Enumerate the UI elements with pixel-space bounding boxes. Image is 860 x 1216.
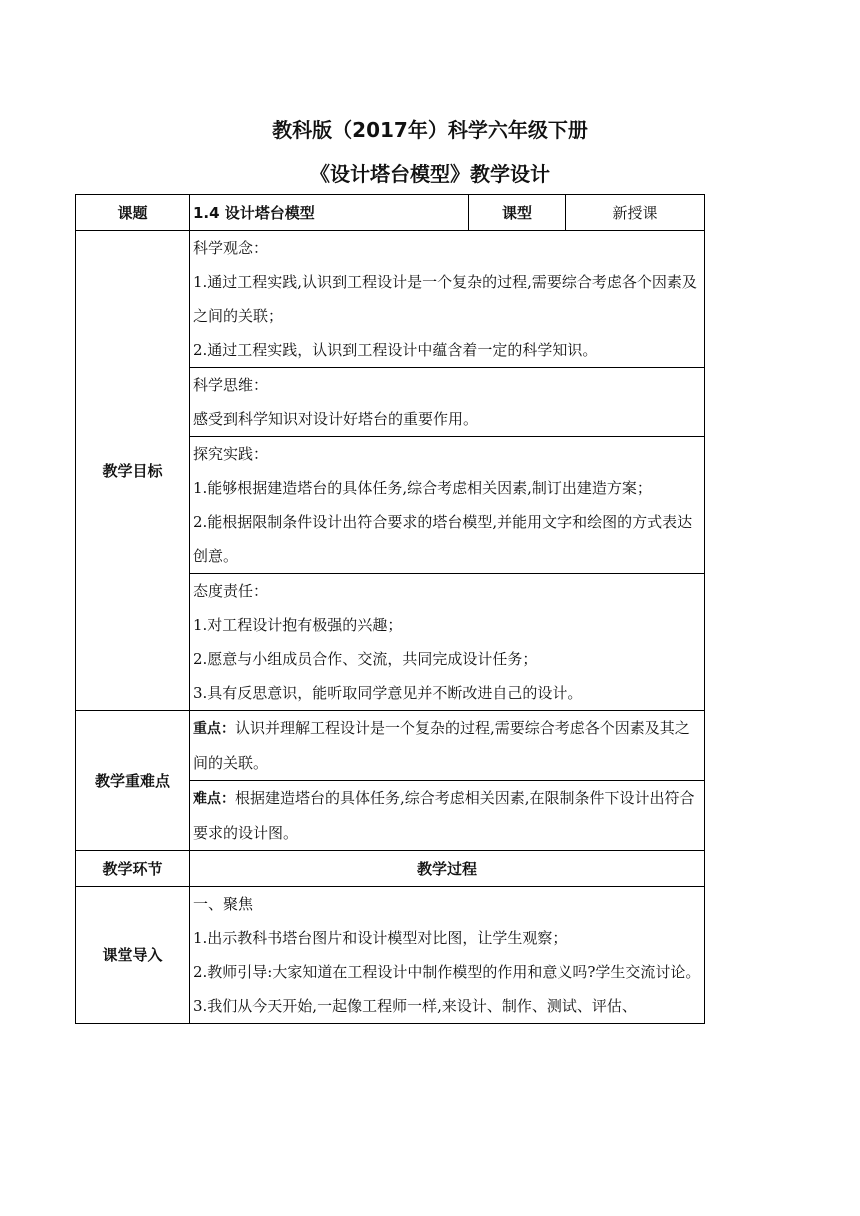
objective-line: 1.能够根据建造塔台的具体任务,综合考虑相关因素,制订出建造方案；	[193, 479, 652, 497]
objective-line: 1.通过工程实践,认识到工程设计是一个复杂的过程,需要综合考虑各个因素及之间的关联；	[193, 273, 697, 325]
document-title: 教科版（2017年）科学六年级下册	[272, 118, 588, 142]
lesson-plan-table	[75, 194, 705, 1024]
objective-line: 感受到科学知识对设计好塔台的重要作用。	[193, 410, 479, 428]
topic-row	[76, 195, 705, 231]
intro-line: 1.出示教科书塔台图片和设计模型对比图，让学生观察；	[193, 929, 568, 947]
process-header-row	[76, 851, 705, 887]
key-points-label: 教学重难点	[76, 711, 190, 851]
process-header: 教学过程	[190, 851, 705, 887]
objective-heading: 科学观念：	[193, 239, 269, 257]
key-point-row	[76, 711, 705, 781]
difficulty-text: 根据建造塔台的具体任务,综合考虑相关因素,在限制条件下设计出符合要求的设计图。	[193, 789, 695, 842]
objective-line: 2.通过工程实践，认识到工程设计中蕴含着一定的科学知识。	[193, 341, 598, 359]
focus-text: 认识并理解工程设计是一个复杂的过程,需要综合考虑各个因素及其之间的关联。	[193, 719, 690, 772]
objectives-label: 教学目标	[76, 231, 190, 711]
objective-line: 3.具有反思意识，能听取同学意见并不断改进自己的设计。	[193, 684, 583, 702]
stage-header: 教学环节	[76, 851, 190, 887]
lesson-type-value: 新授课	[566, 195, 705, 231]
difficulty-label: 难点：	[193, 791, 235, 807]
focus-cell	[190, 711, 705, 781]
intro-label: 课堂导入	[76, 887, 190, 1024]
objective-heading: 科学思维：	[193, 376, 269, 394]
objective-group-thinking	[190, 368, 705, 437]
difficulty-cell	[190, 781, 705, 851]
intro-line: 3.我们从今天开始,一起像工程师一样,来设计、制作、测试、评估、	[193, 997, 637, 1015]
document-subtitle: 《设计塔台模型》教学设计	[310, 162, 550, 186]
objective-group-concept	[190, 231, 705, 368]
focus-label: 重点：	[193, 721, 235, 737]
objective-heading: 探究实践：	[193, 445, 269, 463]
intro-cell	[190, 887, 705, 1024]
objective-row	[76, 231, 705, 368]
lesson-type-label: 课型	[469, 195, 566, 231]
topic-value: 1.4 设计塔台模型	[190, 195, 469, 231]
objective-group-practice	[190, 437, 705, 574]
objective-line: 2.能根据限制条件设计出符合要求的塔台模型,并能用文字和绘图的方式表达创意。	[193, 513, 693, 565]
intro-row	[76, 887, 705, 1024]
objective-heading: 态度责任：	[193, 582, 269, 600]
topic-label: 课题	[76, 195, 190, 231]
objective-group-attitude	[190, 574, 705, 711]
intro-line: 一、聚焦	[193, 895, 254, 913]
intro-line: 2.教师引导:大家知道在工程设计中制作模型的作用和意义吗?学生交流讨论。	[193, 963, 701, 981]
objective-line: 2.愿意与小组成员合作、交流，共同完成设计任务；	[193, 650, 538, 668]
objective-line: 1.对工程设计抱有极强的兴趣；	[193, 616, 403, 634]
